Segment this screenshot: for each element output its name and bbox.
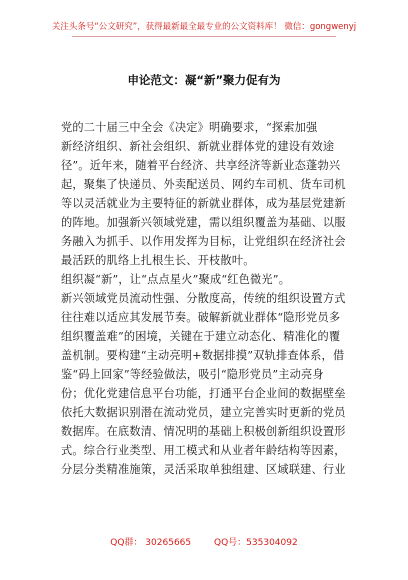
text-line: 数据库。在底数清、情况明的基础上积极创新组织设置形 (61, 425, 346, 438)
text-line: 盖机制。要构建“主动亮明+数据排摸”双轨排查体系，借 (61, 349, 345, 362)
text-line: 分层分类精准施策，灵活采取单独组建、区域联建、行业 (61, 463, 346, 476)
text-line: 依托大数据识别潜在流动党员，建立完善实时更新的党员 (61, 406, 346, 419)
document-body (61, 118, 349, 479)
footer-contact: QQ群： 30265665 QQ号：535304092 (110, 538, 298, 548)
text-line: 等以灵活就业为主要特征的新就业群体，成为基层党建新 (61, 197, 346, 210)
text-line: 组织覆盖难”的困境，关键在于建立动态化、精准化的覆 (61, 330, 341, 343)
text-line: 式。综合行业类型、用工模式和从业者年龄结构等因素， (61, 444, 346, 457)
paragraph-1 (61, 118, 349, 270)
text-line: 的阵地。加强新兴领域党建，需以组织覆盖为基础、以服 (61, 216, 346, 229)
text-line: 最活跃的肌络上扎根生长、开枝散叶。 (61, 254, 255, 267)
text-line: 组织凝“新”，让“点点星火”聚成“红色微光”。 (61, 273, 291, 286)
text-line: 径”。近年来，随着平台经济、共享经济等新业态蓬勃兴 (61, 159, 341, 172)
paragraph-2 (61, 270, 349, 479)
text-line: 往往难以适应其发展节奏。破解新就业群体“隐形党员多 (61, 311, 341, 324)
text-line: 务融入为抓手、以作用发挥为目标，让党组织在经济社会 (61, 235, 346, 248)
text-line: 起，聚集了快递员、外卖配送员、网约车司机、货车司机 (61, 178, 346, 191)
text-line: 鉴“码上回家”等经验做法，吸引“隐形党员”主动亮身 (61, 368, 324, 381)
text-line: 新兴领域党员流动性强、分散度高，传统的组织设置方式 (61, 292, 346, 305)
text-line: 新经济组织、新社会组织、新就业群体党的建设有效途 (61, 140, 335, 153)
text-line: 份；优化党建信息平台功能，打通平台企业间的数据壁垒 (61, 387, 346, 400)
text-line: 党的二十届三中全会《决定》明确要求，“探索加强 (61, 121, 318, 134)
header-banner: 关注头条号“公文研究”，获得最新最全最专业的公文资料库！ 微信：gongwenyj (51, 22, 357, 32)
page-title: 申论范文：凝“新”聚力促有为 (127, 73, 281, 87)
header-divider (72, 36, 336, 37)
